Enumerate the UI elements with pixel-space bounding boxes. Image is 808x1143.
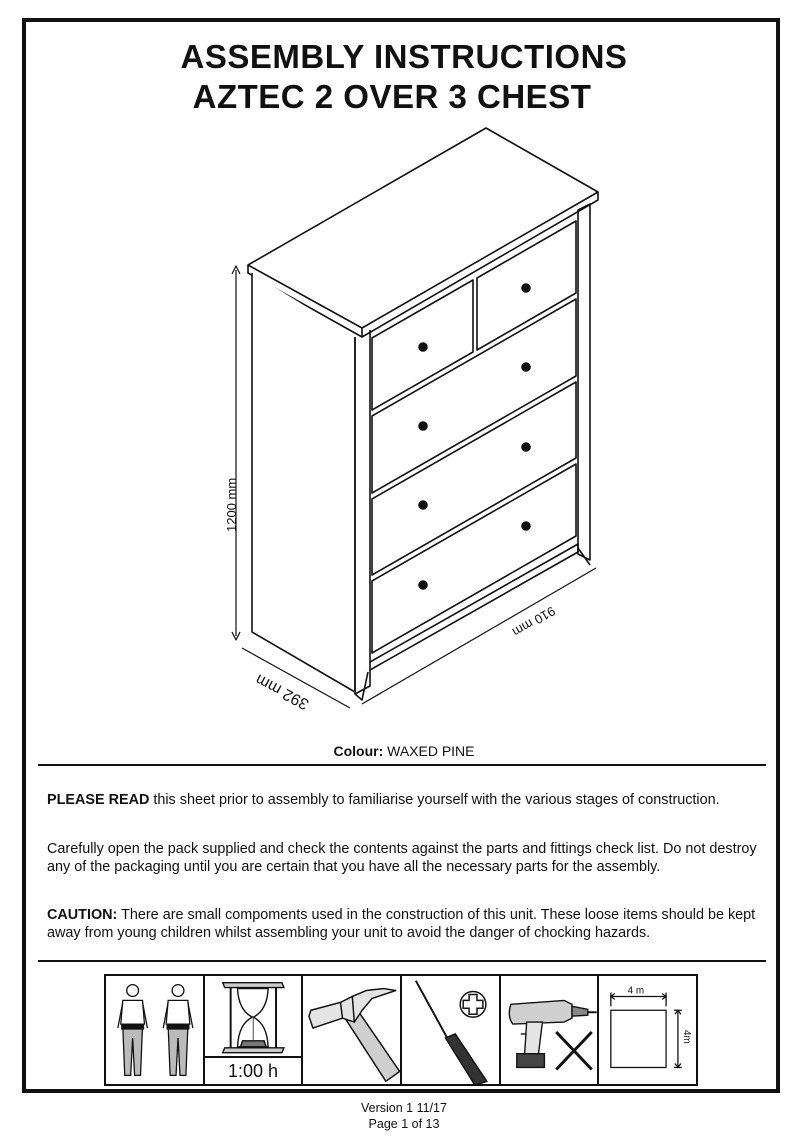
colour-value: WAXED PINE: [387, 743, 475, 759]
no-power-drill-icon: [501, 976, 600, 1084]
colour-line: [0, 743, 808, 759]
caution-paragraph: [47, 906, 772, 942]
height-dimension-label: 1200 mm: [224, 477, 239, 532]
width-dimension-label: 910 mm: [509, 603, 558, 640]
assembly-time-label: 1:00 h: [205, 1056, 302, 1084]
version-label: Version 1 11/17: [361, 1101, 447, 1115]
divider-bottom: [38, 960, 766, 962]
space-width-label: 4 m: [627, 985, 645, 997]
divider-top: [38, 764, 766, 766]
caution-bold: CAUTION:: [47, 907, 118, 923]
space-height-label: 4m: [681, 1030, 693, 1044]
contents-paragraph: Carefully open the pack supplied and check the contents against the parts and fittings check list. Do not destroy any of the packaging until you are certain that you have all the necessary parts for the assembly.: [47, 841, 757, 875]
hourglass-icon: [205, 976, 304, 1084]
phillips-screwdriver-icon: [402, 976, 501, 1084]
caution-text: There are small compoments used in the construction of this unit. These loose items should be kept away from young children whilst assembling your unit to avoid the danger of chocking hazards.: [47, 907, 756, 941]
page-number: Page 1 of 13: [368, 1117, 440, 1131]
title-line-1: ASSEMBLY INSTRUCTIONS: [180, 38, 628, 75]
floor-space-icon: [599, 976, 696, 1084]
hammer-icon: [303, 976, 402, 1084]
depth-dimension-label: 392 mm: [252, 670, 312, 713]
icon-strip: [104, 974, 698, 1086]
please-read-bold: PLEASE READ: [47, 792, 150, 808]
colour-label: Colour:: [333, 743, 384, 759]
please-read-paragraph: [47, 791, 772, 809]
chest-illustration: [200, 120, 620, 720]
title-line-2: AZTEC 2 OVER 3 CHEST: [192, 78, 592, 115]
please-read-text: this sheet prior to assembly to familiarise yourself with the various stages of construction.: [149, 792, 720, 808]
two-people-icon: [106, 976, 205, 1084]
